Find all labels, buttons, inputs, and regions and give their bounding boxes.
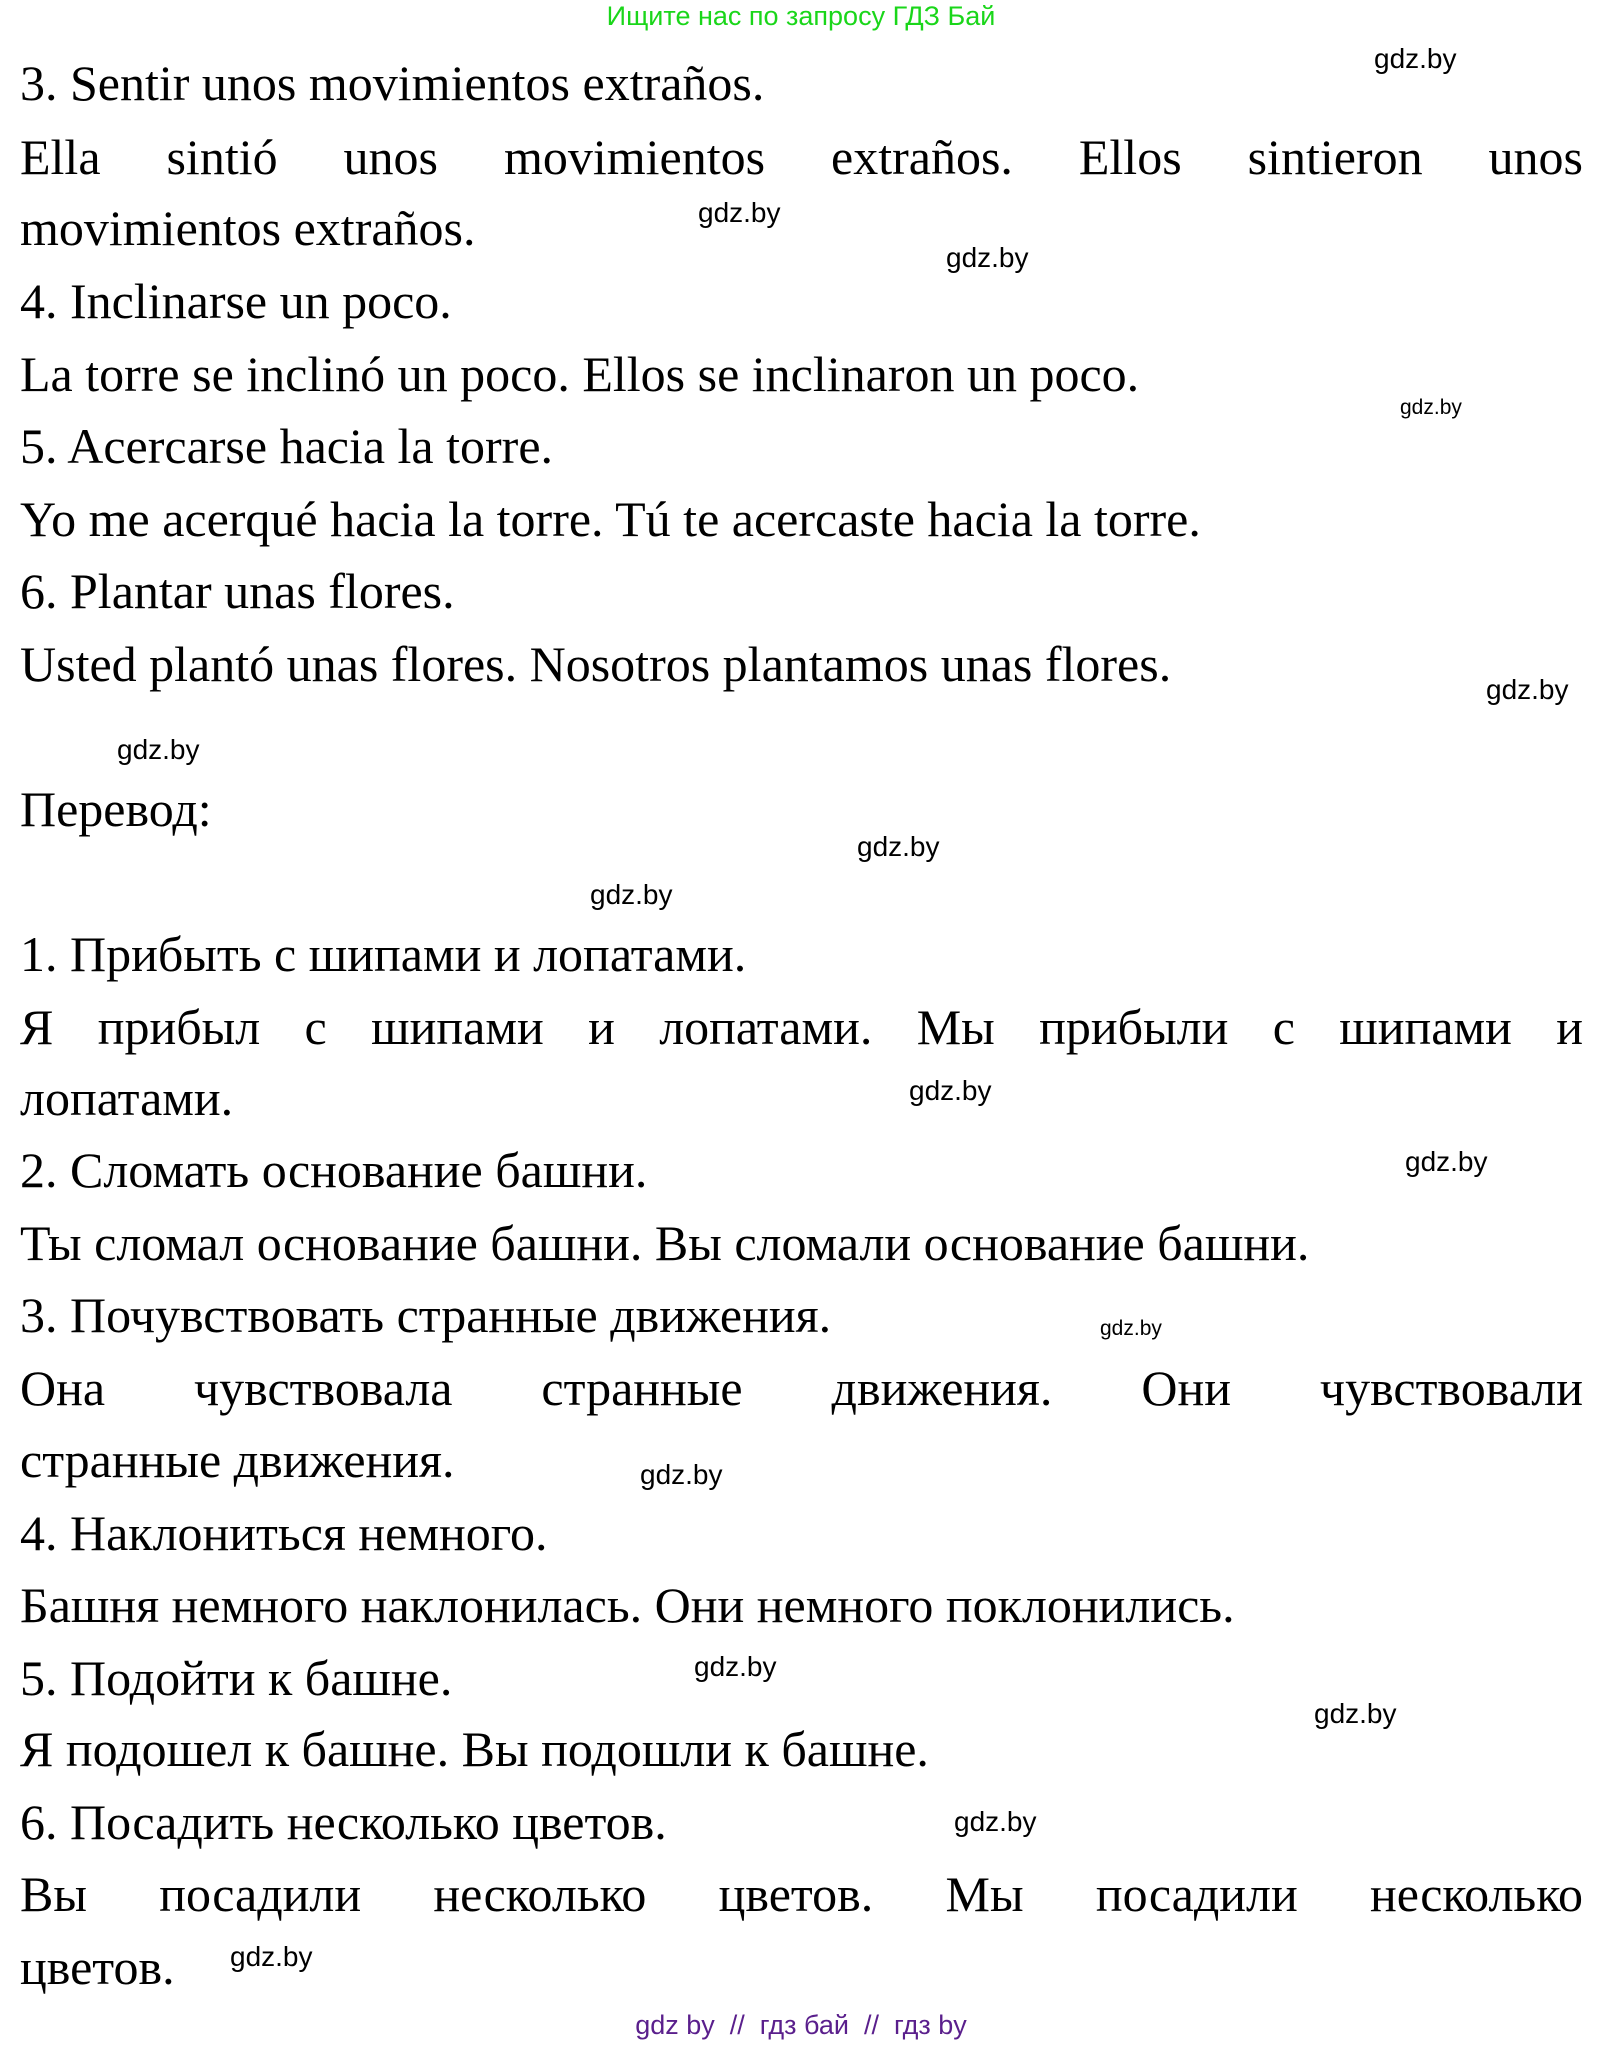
translation-1-answer-cont: лопатами. (20, 1070, 234, 1126)
task-5-heading: 5. Acercarse hacia la torre. (20, 418, 554, 474)
task-4-answer: La torre se inclinó un poco. Ellos se inclinaron un poco. (20, 346, 1140, 402)
translation-6-answer: Вы посадили несколько цветов. Мы посадили несколько (20, 1866, 1583, 1922)
watermark: gdz.by (694, 1651, 777, 1682)
task-3-heading: 3. Sentir unos movimientos extraños. (20, 55, 765, 111)
task-5-answer: Yo me acerqué hacia la torre. Tú te acercaste hacia la torre. (20, 491, 1201, 547)
watermark: gdz.by (1405, 1146, 1488, 1177)
translation-heading: Перевод: (20, 781, 212, 837)
footer-links: gdz by // гдз бай // гдз by (635, 2010, 967, 2040)
watermark: gdz.by (857, 831, 940, 862)
search-hint-banner: Ищите нас по запросу ГДЗ Бай (606, 1, 996, 31)
watermark: gdz.by (1374, 43, 1457, 74)
translation-6-heading: 6. Посадить несколько цветов. (20, 1794, 667, 1850)
task-3-answer-cont: movimientos extraños. (20, 200, 476, 256)
watermark: gdz.by (1400, 396, 1462, 419)
task-6-answer: Usted plantó unas flores. Nosotros plantamos unas flores. (20, 636, 1172, 692)
translation-4-heading: 4. Наклониться немного. (20, 1505, 548, 1561)
watermark: gdz.by (1100, 1317, 1162, 1340)
watermark: gdz.by (1486, 674, 1569, 705)
translation-6-answer-cont: цветов. (20, 1939, 175, 1995)
translation-1-heading: 1. Прибыть с шипами и лопатами. (20, 926, 747, 982)
watermark: gdz.by (117, 734, 200, 765)
watermark: gdz.by (954, 1806, 1037, 1837)
translation-3-heading: 3. Почувствовать странные движения. (20, 1287, 832, 1343)
watermark: gdz.by (590, 879, 673, 910)
translation-2-answer: Ты сломал основание башни. Вы сломали основание башни. (20, 1215, 1310, 1271)
watermark: gdz.by (230, 1941, 313, 1972)
translation-3-answer-cont: странные движения. (20, 1432, 455, 1488)
task-3-answer: Ella sintió unos movimientos extraños. Ellos sintieron unos (20, 129, 1583, 185)
translation-1-answer: Я прибыл с шипами и лопатами. Мы прибыли с шипами и (20, 999, 1583, 1055)
translation-5-answer: Я подошел к башне. Вы подошли к башне. (20, 1721, 929, 1777)
watermark: gdz.by (946, 242, 1029, 273)
task-6-heading: 6. Plantar unas flores. (20, 563, 455, 619)
translation-3-answer: Она чувствовала странные движения. Они чувствовали (20, 1360, 1583, 1416)
watermark: gdz.by (640, 1459, 723, 1490)
translation-4-answer: Башня немного наклонилась. Они немного поклонились. (20, 1577, 1235, 1633)
task-4-heading: 4. Inclinarse un poco. (20, 273, 452, 329)
translation-2-heading: 2. Сломать основание башни. (20, 1142, 648, 1198)
translation-5-heading: 5. Подойти к башне. (20, 1650, 453, 1706)
watermark: gdz.by (698, 197, 781, 228)
watermark: gdz.by (1314, 1698, 1397, 1729)
watermark: gdz.by (909, 1075, 992, 1106)
